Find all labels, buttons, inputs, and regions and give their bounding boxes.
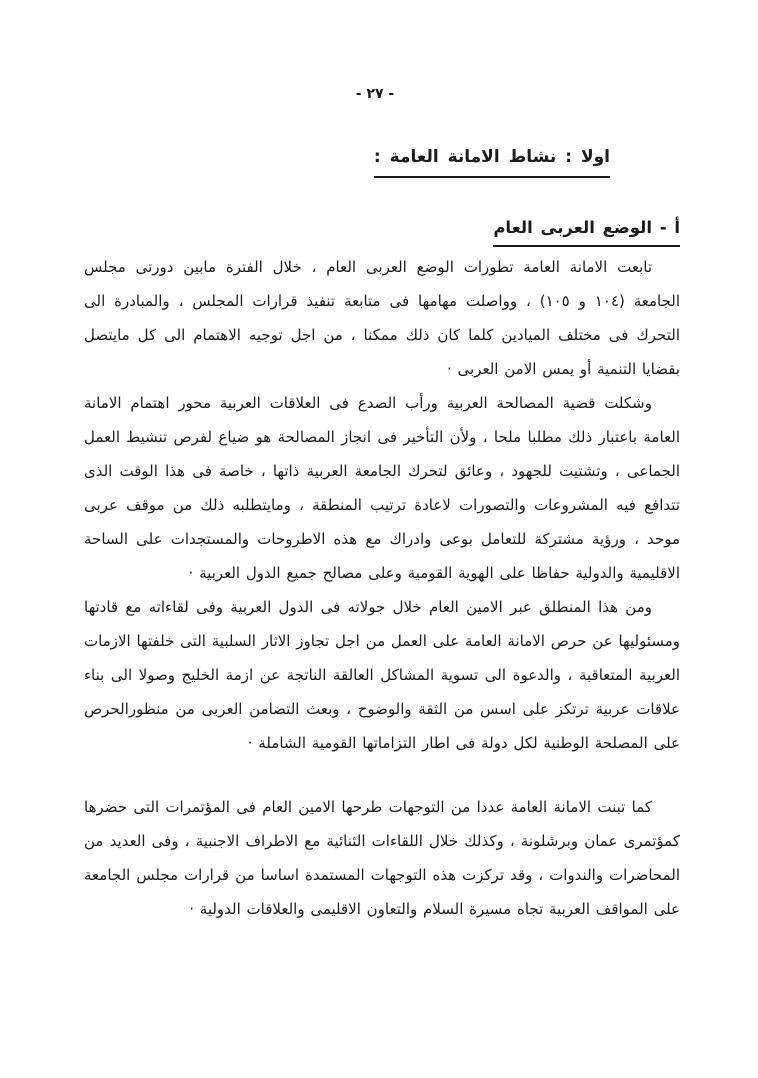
page-content bbox=[84, 145, 680, 926]
title-row bbox=[84, 145, 610, 178]
paragraph-1: تابعت الامانة العامة تطورات الوضع العربى العام ، خلال الفترة مابين دورتى مجلس الجامعة (١٠٤ و ١٠٥) ، وواصلت مهامها فى متابعة تنفيذ قرارات المجلس ، والمبادرة الى التحرك فى مختلف الميادين كلما كان ذلك ممكنا ، من اجل توجيه الاهتمام الى كل مايتصل بقضايا التنمية أو يمس الامن العربى · bbox=[84, 258, 681, 378]
section-heading: أ - الوضع العربى العام bbox=[493, 216, 680, 247]
page-title: اولا : نشاط الامانة العامة : bbox=[374, 145, 610, 178]
section-heading-row bbox=[84, 216, 680, 247]
body-text bbox=[84, 250, 680, 926]
page-number: - ٢٧ - bbox=[355, 86, 395, 102]
paragraph-4: كما تبنت الامانة العامة عددا من التوجهات طرحها الامين العام فى المؤتمرات التى حضرها كمؤتمرى عمان وبرشلونة ، وكذلك خلال اللقاءات الثنائية مع الاطراف الاجنبية ، وفى العديد من المحاضرات والندوات ، وقد تركزت هذه التوجهات المستمدة اساسا من قرارات مجلس الجامعة على المواقف العربية تجاه مسيرة السلام والتعاون الاقليمى والعلاقات الدولية · bbox=[84, 798, 680, 918]
paragraph-3: ومن هذا المنطلق عبر الامين العام خلال جولاته فى الدول العربية وفى لقاءاته مع قادتها ومسئوليها عن حرص الامانة العامة على العمل من اجل تجاوز الاثار السلبية التى خلفتها الازمات العربية المتعاقبة ، والدعوة الى تسوية المشاكل العالقة الناتجة عن ازمة الخليج وصولا الى بناء علاقات عربية ترتكز على اسس من الثقة والوضوح ، وبعث التضامن العربى من منظورالحرص على المصلحة الوطنية لكل دولة فى اطار التزاماتها القومية الشاملة · bbox=[84, 598, 680, 752]
paragraph-2: وشكلت قضية المصالحة العربية ورأب الصدع فى العلاقات العربية محور اهتمام الامانة العامة باعتبار ذلك مطلبا ملحا ، ولأن التأخير فى انجاز المصالحة هو ضياع لفرص تنشيط العمل الجماعى ، وتشتيت للجهود ، وعائق لتحرك الجامعة العربية ذاتها ، خاصة فى هذا الوقت الذى تتدافع فيه المشروعات والتصورات لاعادة ترتيب المنطقة ، ومايتطلبه ذلك من موقف عربى موحد ، ورؤية مشتركة للتعامل بوعى وادراك مع هذه الاطروحات والمستجدات على الساحة الاقليمية والدولية حفاظا على الهوية القومية وعلى مصالح جميع الدول العربية · bbox=[84, 394, 680, 582]
